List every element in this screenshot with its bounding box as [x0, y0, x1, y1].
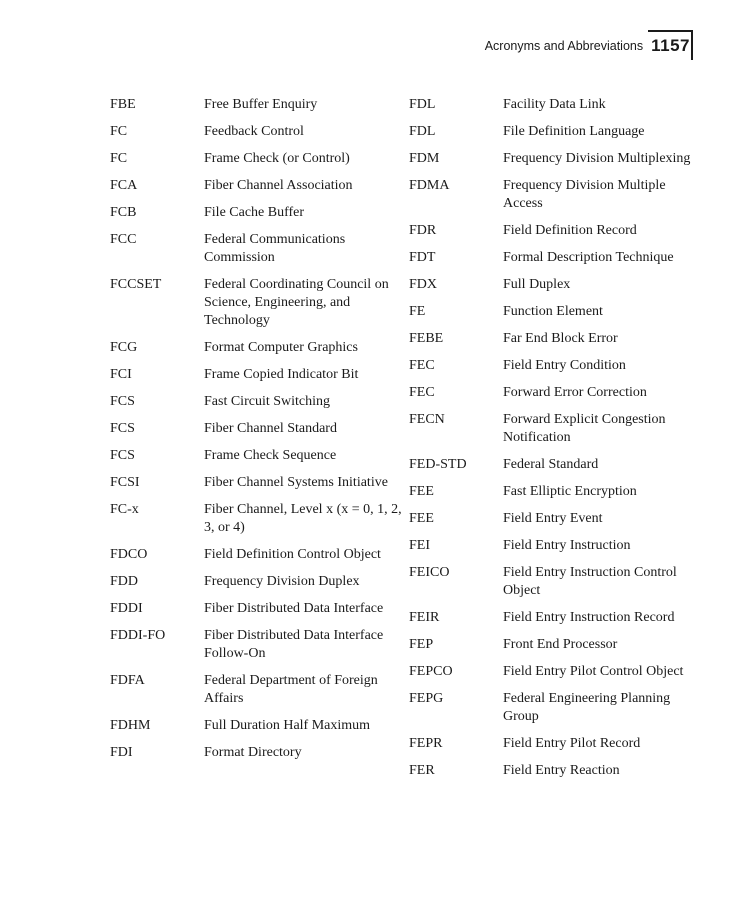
glossary-entry [110, 447, 410, 465]
glossary-entry [409, 735, 699, 753]
acronym: FCC [110, 232, 137, 247]
acronym-definition: File Definition Language [503, 124, 645, 139]
acronym: FEBE [409, 331, 444, 346]
acronym-definition: Feedback Control [204, 124, 304, 139]
acronym-definition: Frequency Division Duplex [204, 574, 360, 589]
acronym-definition: Fiber Channel Systems Initiative [204, 475, 388, 490]
glossary-entry [110, 339, 410, 357]
glossary-entry [409, 357, 699, 375]
glossary-entry [409, 690, 699, 726]
acronym: FEE [409, 484, 434, 499]
acronym: FDR [409, 223, 437, 238]
acronym-definition: Fiber Distributed Data Interface Follow-On [204, 628, 384, 661]
glossary-entry [110, 744, 410, 762]
acronym-definition: Field Definition Control Object [204, 547, 381, 562]
acronym: FER [409, 763, 435, 778]
glossary-entry [409, 609, 699, 627]
acronym-definition: Full Duplex [503, 277, 571, 292]
glossary-entry [409, 222, 699, 240]
glossary-entry [110, 366, 410, 384]
acronym-definition: Field Entry Instruction Record [503, 610, 675, 625]
acronym: FEPG [409, 691, 444, 706]
acronym: FCG [110, 340, 138, 355]
acronym: FEIR [409, 610, 440, 625]
acronym-definition: Formal Description Technique [503, 250, 674, 265]
acronym-definition: Front End Processor [503, 637, 618, 652]
acronym: FCS [110, 421, 135, 436]
glossary-entry [409, 762, 699, 780]
acronym: FEI [409, 538, 430, 553]
acronym-definition: Fiber Channel Association [204, 178, 353, 193]
glossary-entry [409, 483, 699, 501]
acronym-definition: Fiber Channel Standard [204, 421, 337, 436]
acronym: FED-STD [409, 457, 467, 472]
glossary-entry [110, 420, 410, 438]
acronym: FCCSET [110, 277, 162, 292]
glossary-entry [110, 231, 410, 267]
glossary-entry [409, 96, 699, 114]
acronym-definition: Field Entry Instruction [503, 538, 631, 553]
acronym-definition: Forward Explicit Congestion Notification [503, 412, 666, 445]
glossary-entry [110, 96, 410, 114]
acronym: FDCO [110, 547, 148, 562]
acronym-definition: Field Entry Event [503, 511, 603, 526]
acronym: FDHM [110, 718, 151, 733]
glossary-entry [110, 204, 410, 222]
acronym-definition: Far End Block Error [503, 331, 618, 346]
acronym-definition: File Cache Buffer [204, 205, 305, 220]
header-rule [648, 30, 692, 32]
glossary-entry [110, 717, 410, 735]
glossary-entry [110, 501, 410, 537]
glossary-entry [110, 627, 410, 663]
acronym-definition: Field Definition Record [503, 223, 637, 238]
acronym: FEE [409, 511, 434, 526]
acronym: FC [110, 124, 128, 139]
glossary-entry [110, 672, 410, 708]
acronym-definition: Federal Department of Foreign Affairs [204, 673, 378, 706]
acronym-definition: Full Duration Half Maximum [204, 718, 371, 733]
acronym-definition: Fast Circuit Switching [204, 394, 330, 409]
acronym-definition: Format Directory [204, 745, 302, 760]
acronym: FDL [409, 97, 436, 112]
acronym: FEP [409, 637, 434, 652]
acronym-definition: Federal Engineering Planning Group [503, 691, 671, 724]
glossary-entry [110, 600, 410, 618]
glossary-entry [409, 150, 699, 168]
acronym-definition: Frame Check (or Control) [204, 151, 350, 166]
acronym-definition: Format Computer Graphics [204, 340, 358, 355]
acronym-definition: Frequency Division Multiplexing [503, 151, 691, 166]
running-header [0, 36, 692, 58]
acronym: FDX [409, 277, 438, 292]
acronym: FEC [409, 358, 435, 373]
acronym-definition: Free Buffer Enquiry [204, 97, 318, 112]
acronym-definition: Fiber Distributed Data Interface [204, 601, 384, 616]
acronym: FDDI-FO [110, 628, 166, 643]
glossary-entry [110, 150, 410, 168]
acronym: FEPCO [409, 664, 453, 679]
glossary-entry [409, 537, 699, 555]
acronym-definition: Facility Data Link [503, 97, 606, 112]
glossary-entry [110, 474, 410, 492]
page-number: 1157 [651, 36, 690, 55]
acronym: FC-x [110, 502, 139, 517]
acronym: FDL [409, 124, 436, 139]
glossary-entry [409, 249, 699, 267]
glossary-entry [409, 303, 699, 321]
glossary-entry [110, 393, 410, 411]
acronym: FDD [110, 574, 139, 589]
acronym: FCS [110, 394, 135, 409]
acronym-definition: Frequency Division Multiple Access [503, 178, 666, 211]
acronym: FBE [110, 97, 136, 112]
acronym: FEC [409, 385, 435, 400]
acronym: FC [110, 151, 128, 166]
acronym-definition: Field Entry Instruction Control Object [503, 565, 677, 598]
acronym: FDDI [110, 601, 143, 616]
glossary-entry [409, 510, 699, 528]
acronym: FCS [110, 448, 135, 463]
right-column [409, 96, 699, 789]
acronym: FE [409, 304, 426, 319]
acronym: FCI [110, 367, 132, 382]
glossary-entry [409, 636, 699, 654]
acronym-definition: Function Element [503, 304, 603, 319]
glossary-entry [409, 384, 699, 402]
glossary-entry [409, 663, 699, 681]
acronym: FDM [409, 151, 440, 166]
glossary-entry [110, 276, 410, 330]
acronym: FDMA [409, 178, 450, 193]
left-column [110, 96, 410, 771]
glossary-entry [409, 177, 699, 213]
acronym: FCA [110, 178, 138, 193]
glossary-entry [110, 546, 410, 564]
acronym: FEPR [409, 736, 443, 751]
glossary-entry [409, 123, 699, 141]
acronym-definition: Field Entry Condition [503, 358, 626, 373]
header-title: Acronyms and Abbreviations [484, 39, 644, 53]
acronym-definition: Forward Error Correction [503, 385, 647, 400]
glossary-entry [110, 123, 410, 141]
glossary-entry [409, 276, 699, 294]
glossary-entry [409, 456, 699, 474]
glossary-entry [409, 564, 699, 600]
acronym-definition: Frame Check Sequence [204, 448, 337, 463]
acronym: FEICO [409, 565, 450, 580]
acronym: FDI [110, 745, 133, 760]
acronym: FDFA [110, 673, 145, 688]
acronym-definition: Federal Standard [503, 457, 599, 472]
acronym-definition: Field Entry Reaction [503, 763, 620, 778]
acronym: FECN [409, 412, 445, 427]
acronym-definition: Field Entry Pilot Record [503, 736, 641, 751]
acronym-definition: Federal Communications Commission [204, 232, 346, 265]
acronym: FDT [409, 250, 436, 265]
glossary-entry [110, 177, 410, 195]
acronym-definition: Fiber Channel, Level x (x = 0, 1, 2, 3, or 4) [204, 502, 402, 535]
acronym: FCB [110, 205, 137, 220]
glossary-entry [110, 573, 410, 591]
acronym-definition: Frame Copied Indicator Bit [204, 367, 359, 382]
acronym-definition: Fast Elliptic Encryption [503, 484, 637, 499]
acronym-definition: Federal Coordinating Council on Science, Engineering, and Technology [204, 277, 389, 328]
header-bar [691, 30, 693, 60]
glossary-entry [409, 330, 699, 348]
acronym-definition: Field Entry Pilot Control Object [503, 664, 684, 679]
acronym: FCSI [110, 475, 140, 490]
glossary-entry [409, 411, 699, 447]
